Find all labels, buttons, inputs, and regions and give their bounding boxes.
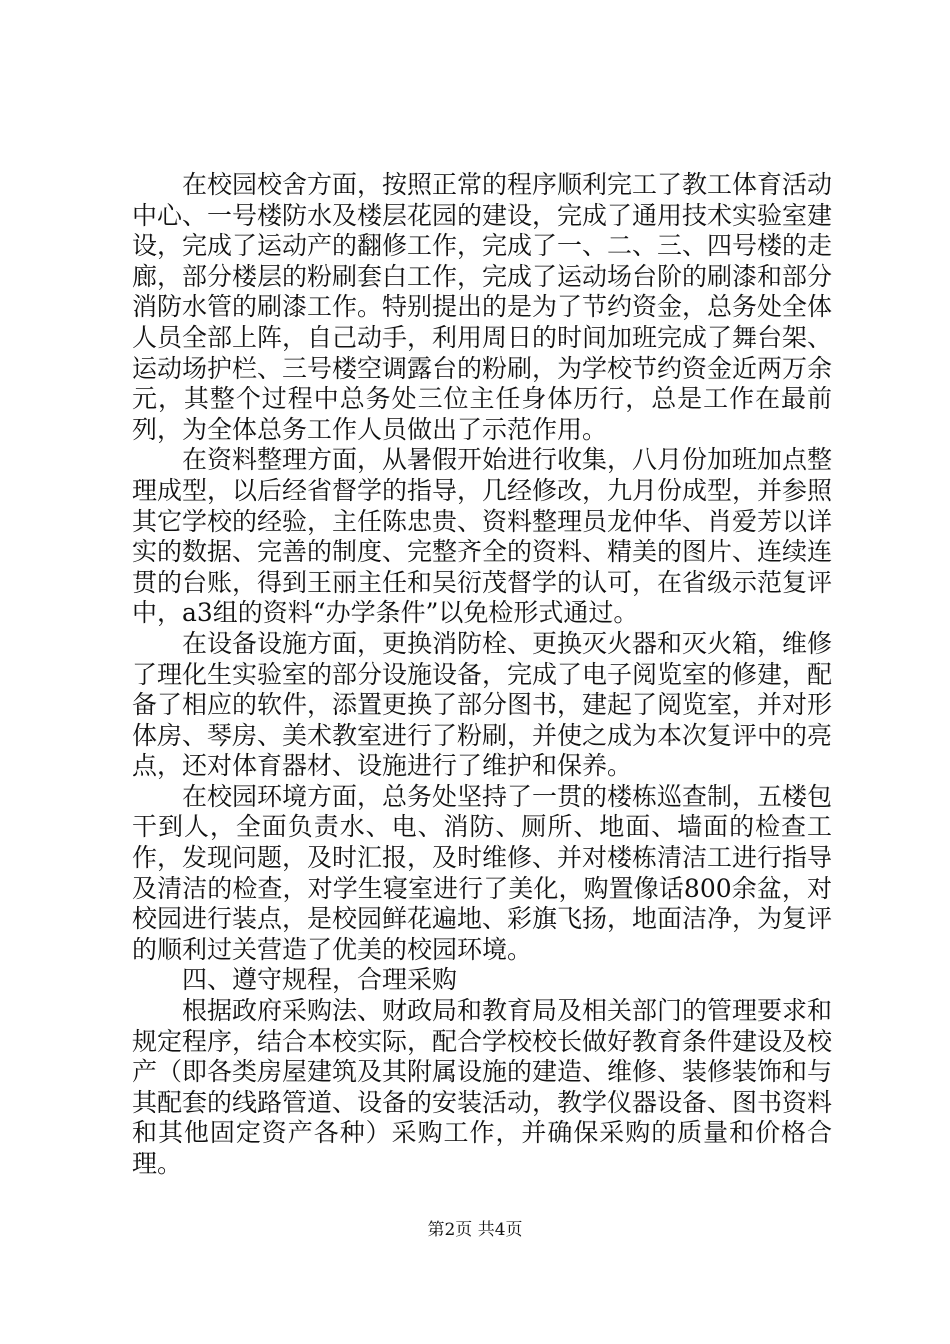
paragraph-environment: 在校园环境方面，总务处坚持了一贯的楼栋巡查制，五楼包干到人，全面负责水、电、消防、厕所、地面、墙面的检查工作，发现问题，及时汇报，及时维修、并对楼栋清洁工进行指导及清洁的检查，对学生寝室进行了美化，购置像话800余盆，对校园进行装点，是校园鲜花遍地、彩旗飞扬，地面洁净，为复评的顺利过关营造了优美的校园环境。	[132, 781, 833, 964]
paragraph-campus-buildings: 在校园校舍方面，按照正常的程序顺利完工了教工体育活动中心、一号楼防水及楼层花园的建设，完成了通用技术实验室建设，完成了运动产的翻修工作，完成了一、二、三、四号楼的走廊，部分楼层的粉刷套白工作，完成了运动场台阶的刷漆和部分消防水管的刷漆工作。特别提出的是为了节约资金，总务处全体人员全部上阵，自己动手，利用周日的时间加班完成了舞台架、运动场护栏、三号楼空调露台的粉刷，为学校节约资金近两万余元，其整个过程中总务处三位主任身体历行，总是工作在最前列，为全体总务工作人员做出了示范作用。	[132, 170, 833, 444]
paragraph-records: 在资料整理方面，从暑假开始进行收集，八月份加班加点整理成型，以后经省督学的指导，几经修改，九月份成型，并参照其它学校的经验，主任陈忠贵、资料整理员龙仲华、肖爱芳以详实的数据、完善的制度、完整齐全的资料、精美的图片、连续连贯的台账，得到王丽主任和吴衍茂督学的认可，在省级示范复评中，a3组的资料“办学条件”以免检形式通过。	[132, 445, 833, 628]
paragraph-equipment: 在设备设施方面，更换消防栓、更换灭火器和灭火箱，维修了理化生实验室的部分设施设备，完成了电子阅览室的修建，配备了相应的软件，添置更换了部分图书，建起了阅览室，并对形体房、琴房、美术教室进行了粉刷，并使之成为本次复评中的亮点，还对体育器材、设施进行了维护和保养。	[132, 628, 833, 781]
document-body	[132, 170, 832, 1180]
section-heading-procurement: 四、遵守规程，合理采购	[182, 965, 458, 995]
paragraph-procurement: 根据政府采购法、财政局和教育局及相关部门的管理要求和规定程序，结合本校实际，配合学校校长做好教育条件建设及校产（即各类房屋建筑及其附属设施的建造、维修、装修装饰和与其配套的线路管道、设备的安装活动，教学仪器设备、图书资料和其他固定资产各种）采购工作，并确保采购的质量和价格合理。	[132, 996, 833, 1178]
page-footer: 第2页 共4页	[427, 1220, 523, 1240]
